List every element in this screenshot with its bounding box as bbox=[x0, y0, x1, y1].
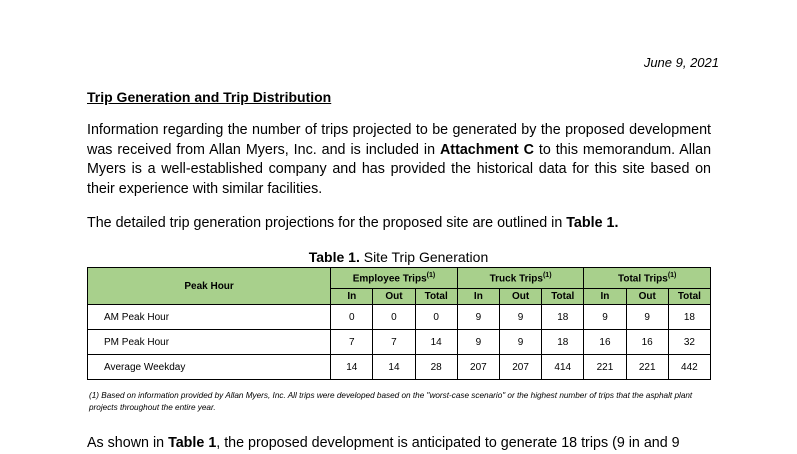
row-label: Average Weekday bbox=[88, 355, 331, 380]
truck-trips-footnote-marker: (1) bbox=[542, 271, 552, 279]
table-cell: 7 bbox=[331, 330, 373, 355]
peak-hour-header: Peak Hour bbox=[88, 268, 331, 305]
table-cell: 207 bbox=[499, 355, 541, 380]
table-cell: 0 bbox=[415, 305, 457, 330]
table-cell: 9 bbox=[457, 330, 499, 355]
total-trips-label: Total Trips bbox=[617, 273, 668, 285]
employee-out-header: Out bbox=[373, 289, 415, 305]
document-date: June 9, 2021 bbox=[643, 55, 719, 70]
total-trips-footnote-marker: (1) bbox=[667, 271, 677, 279]
continuation-table-ref: Table 1 bbox=[168, 435, 217, 451]
table-cell: 14 bbox=[331, 355, 373, 380]
table-cell: 9 bbox=[626, 305, 668, 330]
table-cell: 16 bbox=[584, 330, 626, 355]
table-cell: 9 bbox=[457, 305, 499, 330]
trip-generation-table bbox=[87, 267, 711, 380]
employee-in-header: In bbox=[331, 289, 373, 305]
caption-number: Table 1. bbox=[308, 249, 360, 265]
table-ref-text: The detailed trip generation projections for the proposed site are outlined in bbox=[87, 215, 567, 231]
row-label: PM Peak Hour bbox=[88, 330, 331, 355]
table-cell: 16 bbox=[626, 330, 668, 355]
table-cell: 14 bbox=[415, 330, 457, 355]
table-cell: 18 bbox=[668, 305, 710, 330]
table-cell: 0 bbox=[331, 305, 373, 330]
total-in-header: In bbox=[584, 289, 626, 305]
table-row-pm-peak bbox=[88, 330, 711, 355]
paragraph-continuation bbox=[87, 434, 711, 454]
table-row-average-weekday bbox=[88, 355, 711, 380]
truck-total-header: Total bbox=[542, 289, 584, 305]
table-cell: 0 bbox=[373, 305, 415, 330]
row-label: AM Peak Hour bbox=[88, 305, 331, 330]
table-ref-bold: Table 1. bbox=[566, 215, 619, 231]
employee-trips-footnote-marker: (1) bbox=[426, 271, 436, 279]
truck-trips-label: Truck Trips bbox=[489, 273, 543, 285]
section-heading: Trip Generation and Trip Distribution bbox=[87, 89, 332, 105]
truck-out-header: Out bbox=[499, 289, 541, 305]
continuation-text-end: , the proposed development is anticipated to generate 18 trips (9 in and 9 bbox=[216, 435, 680, 451]
caption-title: Site Trip Generation bbox=[359, 249, 489, 265]
table-header-row bbox=[88, 268, 711, 289]
employee-trips-label: Employee Trips bbox=[352, 273, 427, 285]
employee-total-header: Total bbox=[415, 289, 457, 305]
table-cell: 9 bbox=[584, 305, 626, 330]
employee-trips-header bbox=[331, 268, 458, 289]
table-cell: 221 bbox=[626, 355, 668, 380]
table-cell: 18 bbox=[542, 330, 584, 355]
total-trips-header bbox=[584, 268, 711, 289]
table-row-am-peak bbox=[88, 305, 711, 330]
table-cell: 414 bbox=[542, 355, 584, 380]
paragraph-intro bbox=[87, 121, 711, 199]
table-cell: 207 bbox=[457, 355, 499, 380]
total-out-header: Out bbox=[626, 289, 668, 305]
table-cell: 32 bbox=[668, 330, 710, 355]
table-cell: 221 bbox=[584, 355, 626, 380]
continuation-text-start: As shown in bbox=[87, 435, 169, 451]
table-cell: 9 bbox=[499, 305, 541, 330]
table-cell: 7 bbox=[373, 330, 415, 355]
table-footnote: (1) Based on information provided by Allan Myers, Inc. All trips were developed based on the "worst-case scenario" or the highest number of trips that the asphalt plant projects throughout the entire year. bbox=[89, 391, 693, 412]
table-cell: 18 bbox=[542, 305, 584, 330]
attachment-reference: Attachment C bbox=[439, 141, 534, 158]
truck-trips-header bbox=[457, 268, 584, 289]
truck-in-header: In bbox=[457, 289, 499, 305]
total-total-header: Total bbox=[668, 289, 710, 305]
intro-text-end: to this memorandum. Allan Myers is a well-established company and has provided the historical data for this site based on their experience with similar facilities. bbox=[87, 141, 712, 197]
table-cell: 9 bbox=[499, 330, 541, 355]
table-caption bbox=[0, 249, 797, 265]
intro-text-start: Information regarding the number of trips projected to be generated by the proposed development was received from Allan Myers, Inc. and is included in bbox=[87, 122, 711, 158]
table-cell: 28 bbox=[415, 355, 457, 380]
table-cell: 14 bbox=[373, 355, 415, 380]
paragraph-table-reference bbox=[87, 214, 711, 234]
table-cell: 442 bbox=[668, 355, 710, 380]
